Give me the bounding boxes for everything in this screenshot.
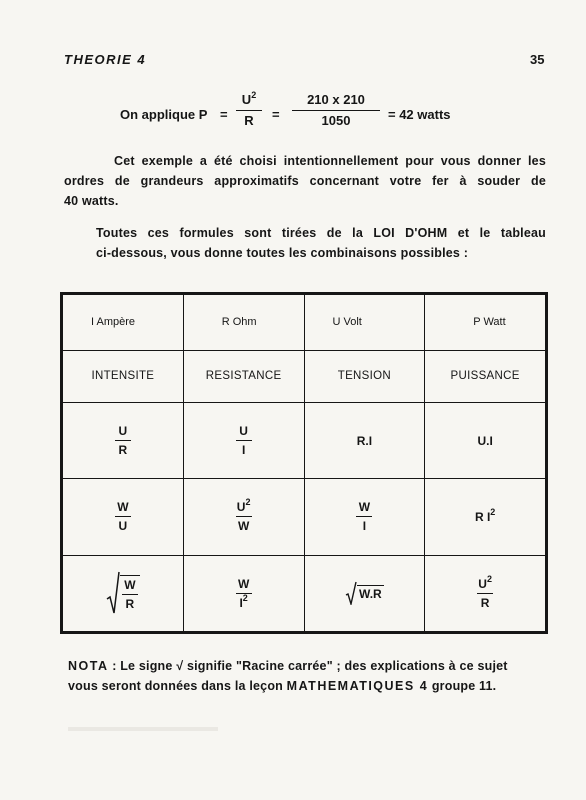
ohm-law-table bbox=[60, 292, 548, 634]
paragraph-line: ci-dessous, vous donne toutes les combinaisons possibles : bbox=[96, 246, 469, 260]
fraction-numerator: U bbox=[239, 424, 248, 439]
formula-result: = 42 watts bbox=[388, 107, 451, 122]
unit-power: P Watt bbox=[425, 295, 546, 351]
cell-voltage-ri: R.I bbox=[304, 402, 425, 478]
fraction-denominator: U bbox=[118, 519, 128, 534]
nota-text: groupe 11. bbox=[428, 679, 497, 693]
print-smudge bbox=[68, 727, 218, 731]
fraction-numerator: W bbox=[124, 577, 136, 592]
paragraph-line: 40 watts. bbox=[64, 194, 119, 208]
nota-text: vous seront données dans la leçon bbox=[68, 679, 287, 693]
fraction-numerator: U bbox=[236, 500, 246, 515]
fraction-numerator: U bbox=[241, 92, 252, 107]
exponent: 2 bbox=[251, 90, 257, 100]
fraction-denominator: R bbox=[118, 443, 128, 458]
nota-line-2 bbox=[68, 676, 550, 696]
formula-fraction-u2-r bbox=[236, 92, 262, 129]
name-power: PUISSANCE bbox=[425, 350, 546, 402]
cell-resistance-w-over-i2 bbox=[183, 555, 304, 631]
paragraph-line: Cet exemple a été choisi intentionnellement pour vous donner les bbox=[114, 154, 546, 168]
formula-prefix: On applique P bbox=[120, 107, 208, 122]
fraction-numerator: 210 x 210 bbox=[307, 92, 365, 107]
cell-current-sqrt-w-over-r bbox=[63, 555, 184, 631]
cell-current-u-over-r bbox=[63, 402, 184, 478]
exponent: 2 bbox=[490, 506, 496, 517]
fraction-numerator: U bbox=[478, 576, 487, 591]
paragraph-line: ordres de grandeurs approximatifs concernant votre fer à souder de bbox=[64, 174, 546, 188]
name-voltage: TENSION bbox=[304, 350, 425, 402]
fraction-numerator: W bbox=[117, 500, 129, 515]
formula-equals-1: = bbox=[220, 107, 228, 122]
fraction-numerator: U bbox=[118, 424, 128, 439]
nota-note bbox=[68, 656, 550, 696]
lesson-reference: MATHEMATIQUES 4 bbox=[286, 679, 429, 693]
radical-sign-icon bbox=[345, 581, 357, 605]
paragraph-ohm-law bbox=[96, 223, 546, 263]
fraction-denominator: I bbox=[239, 595, 243, 610]
exponent: 2 bbox=[245, 497, 251, 508]
unit-resistance: R Ohm bbox=[183, 295, 304, 351]
fraction-numerator: W bbox=[237, 576, 250, 591]
radical-sign-icon bbox=[106, 571, 120, 615]
cell-power-ui: U.I bbox=[425, 402, 546, 478]
nota-line-1 bbox=[68, 656, 550, 676]
paragraph-example bbox=[64, 151, 546, 211]
cell-power-ri2 bbox=[425, 479, 546, 555]
nota-text: signifie "Racine carrée" ; des explications à ce sujet bbox=[183, 659, 508, 673]
cell-current-w-over-u bbox=[63, 479, 184, 555]
fraction-denominator: 1050 bbox=[321, 113, 351, 128]
cell-voltage-w-over-i bbox=[304, 479, 425, 555]
fraction-denominator: R bbox=[480, 595, 490, 610]
cell-voltage-sqrt-wr bbox=[304, 555, 425, 631]
section-header: THEORIE 4 bbox=[64, 52, 147, 67]
unit-voltage: U Volt bbox=[304, 295, 425, 351]
fraction-denominator: I bbox=[362, 519, 367, 534]
exponent: 2 bbox=[242, 592, 248, 603]
fraction-denominator: I bbox=[241, 443, 246, 458]
formula-fraction-numeric bbox=[292, 92, 380, 129]
fraction-denominator: R bbox=[244, 113, 254, 128]
radicand: W.R bbox=[359, 587, 382, 602]
nota-text: : Le signe bbox=[112, 659, 177, 673]
paragraph-line: Toutes ces formules sont tirées de la LOI D'OHM et le tableau bbox=[96, 226, 546, 240]
cell-text: R I bbox=[474, 509, 491, 524]
sqrt-symbol: √ bbox=[176, 659, 184, 673]
page-number: 35 bbox=[530, 52, 545, 67]
name-current: INTENSITE bbox=[63, 350, 184, 402]
fraction-numerator: W bbox=[358, 500, 371, 515]
cell-resistance-u-over-i bbox=[183, 402, 304, 478]
nota-label: NOTA bbox=[68, 659, 109, 673]
formula-equals-2: = bbox=[272, 107, 280, 122]
fraction-denominator: W bbox=[237, 519, 250, 534]
fraction-denominator: R bbox=[125, 596, 135, 611]
name-resistance: RESISTANCE bbox=[183, 350, 304, 402]
power-formula bbox=[120, 92, 480, 136]
cell-resistance-u2-over-w bbox=[183, 479, 304, 555]
cell-power-u2-over-r bbox=[425, 555, 546, 631]
exponent: 2 bbox=[486, 573, 492, 584]
unit-current: I Ampère bbox=[63, 295, 184, 351]
